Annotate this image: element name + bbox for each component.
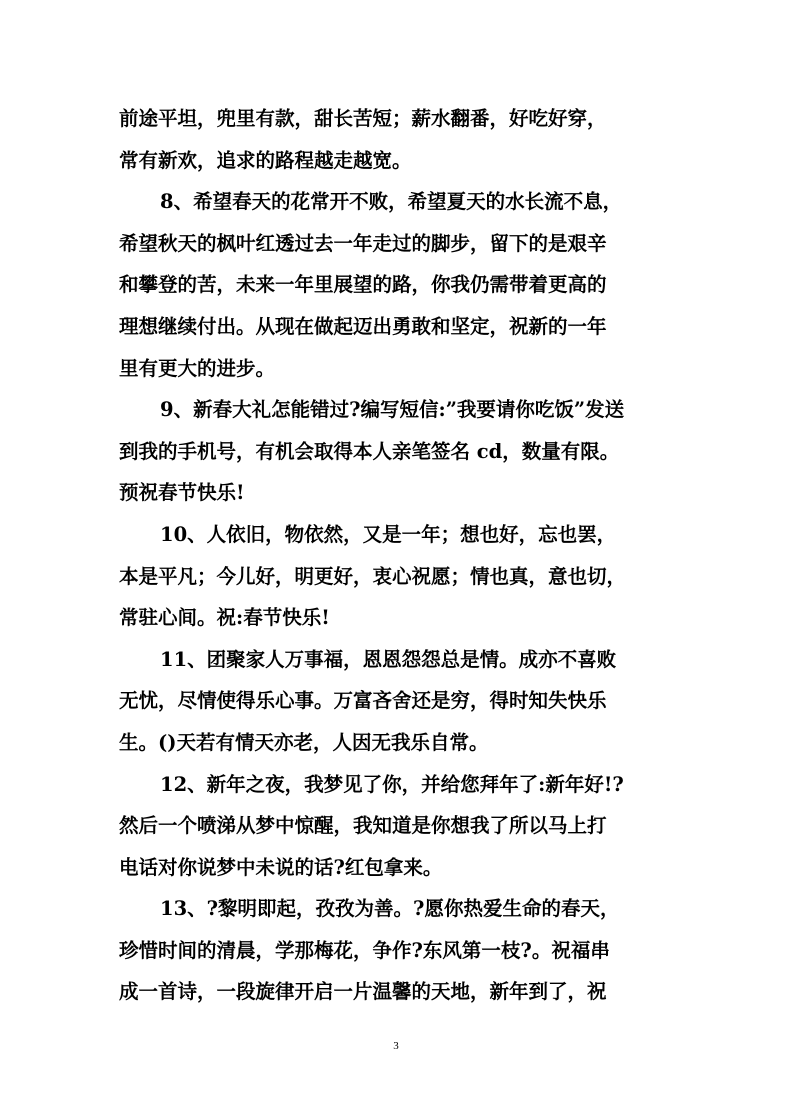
document-body (119, 98, 664, 1013)
text-line: 电话对你说梦中未说的话?红包拿来。 (119, 855, 443, 879)
paragraph-start-line: 12、新年之夜，我梦见了你，并给您拜年了:新年好!? (160, 772, 624, 796)
text-line: 然后一个喷涕从梦中惊醒，我知道是你想我了所以马上打 (119, 814, 607, 838)
text-line: 预祝春节快乐! (119, 481, 245, 505)
text-line: 到我的手机号，有机会取得本人亲笔签名 cd，数量有限。 (119, 439, 620, 463)
paragraph-start-line: 11、团聚家人万事福，恩恩怨怨总是情。成亦不喜败 (160, 647, 617, 671)
text-line: 生。()天若有情天亦老，人因无我乐自常。 (119, 730, 489, 754)
text-line: 无忧，尽情使得乐心事。万富吝舍还是穷，得时知失快乐 (119, 689, 607, 713)
text-line: 本是平凡；今儿好，明更好，衷心祝愿；情也真，意也切， (119, 564, 627, 588)
paragraph-start-line: 9、新春大礼怎能错过?编写短信:”我要请你吃饭”发送 (160, 398, 625, 422)
paragraph-start-line: 13、?黎明即起，孜孜为善。?愿你热爱生命的春天， (160, 897, 620, 921)
text-line: 常驻心间。祝:春节快乐! (119, 606, 330, 630)
text-line: 珍惜时间的清晨，学那梅花，争作?东风第一枝?。祝福串 (119, 938, 610, 962)
text-line: 和攀登的苦，未来一年里展望的路，你我仍需带着更高的 (119, 273, 607, 297)
text-line: 理想继续付出。从现在做起迈出勇敢和坚定，祝新的一年 (119, 314, 607, 338)
page-number: 3 (393, 1040, 399, 1052)
paragraph-start-line: 8、希望春天的花常开不败，希望夏天的水长流不息， (160, 190, 623, 214)
text-line: 成一首诗，一段旋律开启一片温馨的天地，新年到了，祝 (119, 980, 607, 1004)
paragraph-start-line: 10、人依旧，物依然，又是一年；想也好，忘也罢， (160, 522, 617, 546)
text-line: 常有新欢，追求的路程越走越宽。 (119, 148, 412, 172)
text-line: 希望秋天的枫叶红透过去一年走过的脚步，留下的是艰辛 (119, 231, 607, 255)
text-line: 里有更大的进步。 (119, 356, 276, 380)
text-line: 前途平坦，兜里有款，甜长苦短；薪水翻番，好吃好穿， (119, 107, 607, 130)
